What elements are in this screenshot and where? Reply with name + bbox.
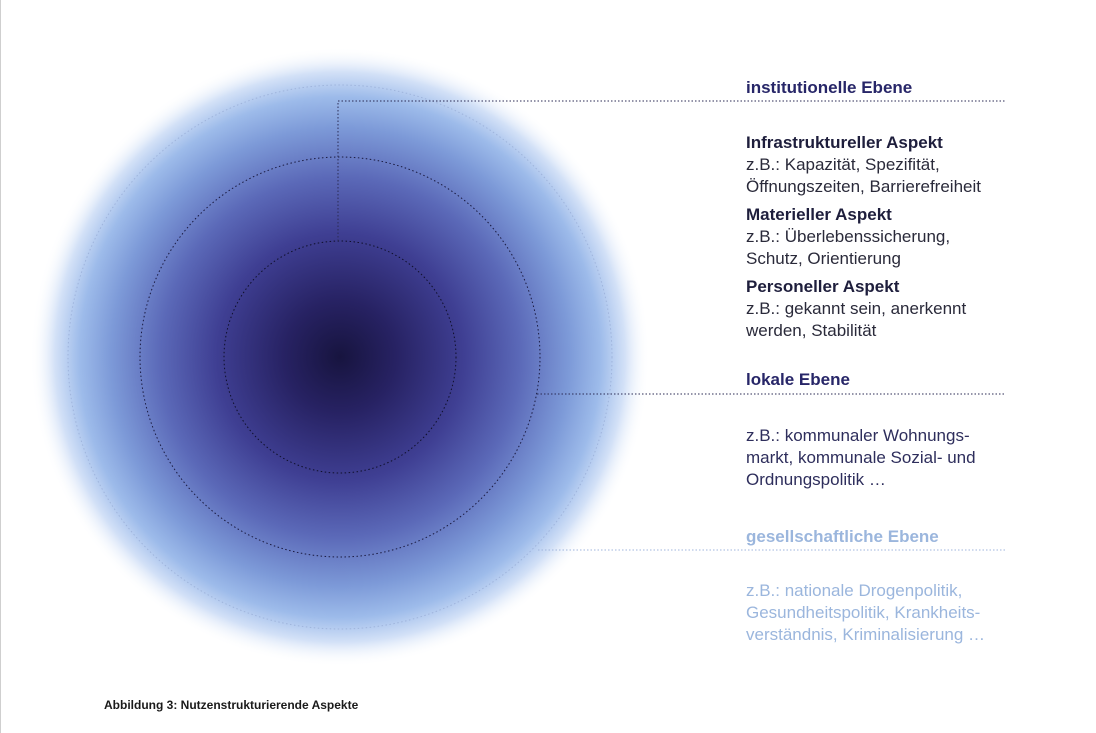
personnel-aspect-title: Personeller Aspekt	[746, 277, 900, 296]
society-level-desc: z.B.: nationale Drogenpolitik, Gesundheitspolitik, Krankheits- verständnis, Kriminalisierung …	[746, 581, 986, 644]
figure-caption: Abbildung 3: Nutzenstrukturierende Aspekte	[104, 698, 359, 712]
material-aspect-desc: z.B.: Überlebenssicherung, Schutz, Orientierung	[746, 227, 951, 268]
personnel-aspect-desc: z.B.: gekannt sein, anerkennt werden, Stabilität	[746, 299, 967, 340]
gradient-sphere	[30, 47, 650, 667]
infrastructure-aspect-title: Infrastruktureller Aspekt	[746, 133, 943, 152]
institutional-level-title: institutionelle Ebene	[746, 78, 913, 97]
society-level-title: gesellschaftliche Ebene	[746, 527, 939, 546]
local-level-title: lokale Ebene	[746, 370, 850, 389]
material-aspect-title: Materieller Aspekt	[746, 205, 892, 224]
local-level-desc: z.B.: kommunaler Wohnungs- markt, kommunale Sozial- und Ordnungspolitik …	[746, 426, 976, 489]
infrastructure-aspect-desc: z.B.: Kapazität, Spezifität, Öffnungszeiten, Barrierefreiheit	[746, 155, 981, 196]
